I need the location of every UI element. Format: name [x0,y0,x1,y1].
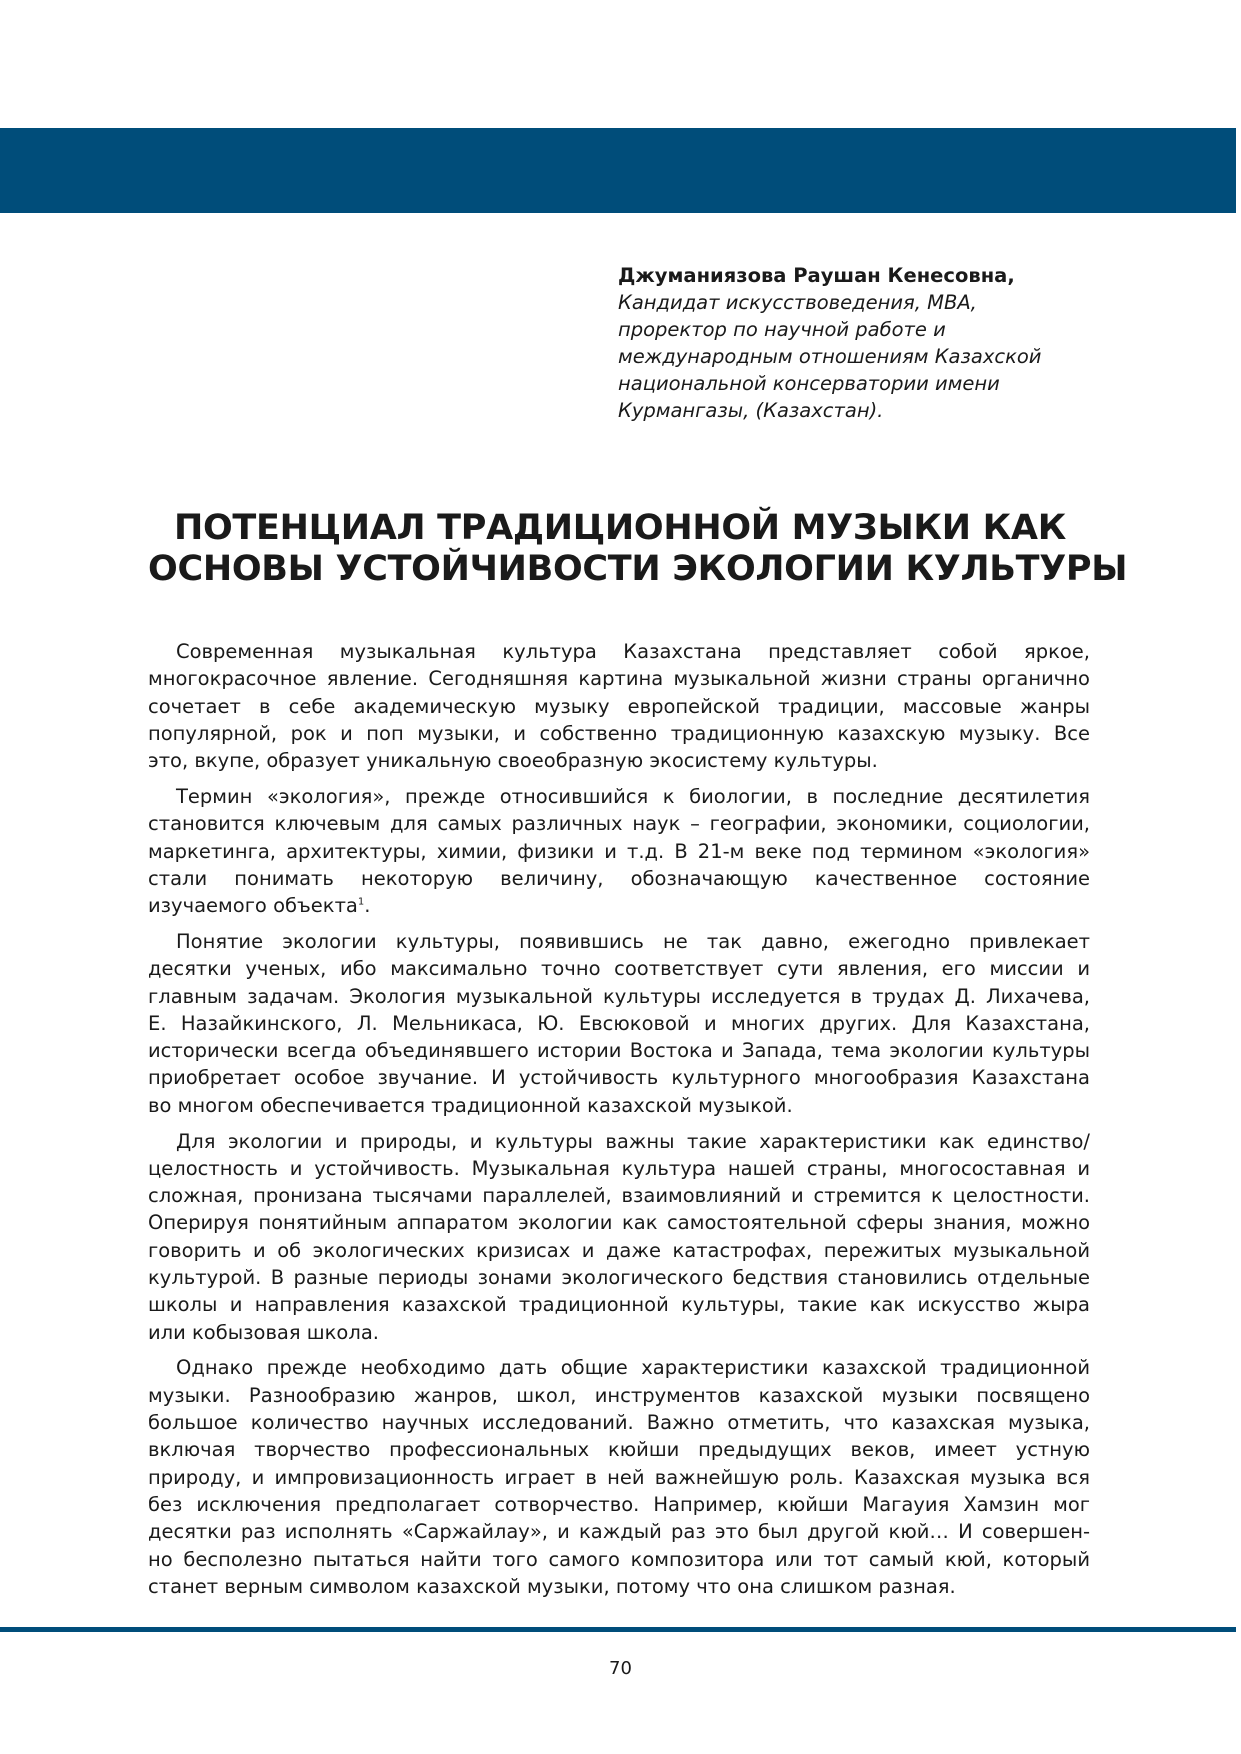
text-line: говорить и об экологических кризисах и даже катастрофах, пережитых музыкальной [148,1238,1090,1262]
article-title [148,508,1128,590]
text-line: включая творчество профессиональных кюйши предыдущих веков, имеет устную [148,1438,1090,1462]
affiliation-line: Кандидат искусствоведения, МВА, [618,291,977,314]
text-line: становится ключевым для самых различных наук – географии, экономики, социологии, [148,812,1090,836]
paragraph-5 [148,1354,1090,1600]
text-line: или кобызовая школа. [148,1320,379,1344]
article-body [148,638,1090,1609]
text-line: но бесполезно пытаться найти того самого композитора или тот самый кюй, который [148,1547,1090,1571]
text-line: Термин «экология», прежде относившийся к биологии, в последние десятилетия [176,784,1090,808]
text-line: школы и направления казахской традиционной культуры, такие как искусство жыра [148,1293,1090,1317]
text-line: приобретает особое звучание. И устойчивость культурного многообразия Казахстана [148,1066,1090,1090]
affiliation-line: национальной консерватории имени [618,372,1000,395]
text-line: во многом обеспечивается традиционной казахской музыкой. [148,1093,793,1117]
affiliation-line: проректор по научной работе и [618,318,946,341]
text-line: сочетает в себе академическую музыку европейской традиции, массовые жанры [148,694,1090,718]
text-line: природу, и импровизационность играет в ней важнейшую роль. Казахская музыка вся [148,1465,1090,1489]
text-line: стали понимать некоторую величину, обозначающую качественное состояние [148,866,1090,890]
text-line: главным задачам. Экология музыкальной культуры исследуется в трудах Д. Лихачева, [148,984,1090,1008]
text-line [148,892,1090,919]
text-line: маркетинга, архитектуры, химии, физики и т.д. В 21-м веке под термином «экология» [148,839,1090,863]
text-line: сложная, пронизана тысячами параллелей, взаимовлияний и стремится к целостности. [148,1184,1090,1208]
footnote-marker[interactable]: 1 [357,896,365,908]
text-line: Однако прежде необходимо дать общие характеристики казахской традиционной [176,1356,1090,1380]
paragraph-2 [148,783,1090,919]
text-line: Современная музыкальная культура Казахстана представляет собой яркое, [176,640,1090,663]
title-line: ПОТЕНЦИАЛ ТРАДИЦИОННОЙ МУЗЫКИ КАК [173,508,1067,548]
page-number: 70 [609,1658,632,1679]
text-line: десятки ученых, ибо максимально точно соответствует сути явления, его миссии и [148,957,1090,981]
text-line: Для экологии и природы, и культуры важны такие характеристики как единство/ [176,1129,1090,1153]
text-line-content: изучаемого объекта [148,894,358,918]
text-line: популярной, рок и поп музыки, и собственно традиционную казахскую музыку. Все [148,721,1090,745]
text-line: десятки раз исполнять «Саржайлау», и каждый раз это был другой кюй… И совершен- [148,1520,1090,1544]
affiliation-line: Курмангазы, (Казахстан). [618,399,884,422]
title-line: ОСНОВЫ УСТОЙЧИВОСТИ ЭКОЛОГИИ КУЛЬТУРЫ [148,549,1128,589]
paragraph-4 [148,1128,1090,1346]
text-line: целостность и устойчивость. Музыкальная культура нашей страны, многосоставная и [148,1156,1090,1180]
footnote-tail: . [364,894,371,918]
text-line: Понятие экологии культуры, появившись не так давно, ежегодно привлекает [176,929,1090,953]
text-line: без исключения предполагает сотворчество. Например, кюйши Магауия Хамзин мог [148,1492,1090,1516]
text-line: многокрасочное явление. Сегодняшняя картина музыкальной жизни страны органично [148,667,1090,691]
text-line: это, вкупе, образует уникальную своеобразную экосистему культуры. [148,749,878,773]
author-block [618,262,1178,424]
text-line: исторически всегда объединявшего истории Востока и Запада, тема экологии культуры [148,1039,1090,1063]
text-line: станет верным символом казахской музыки, потому что она слишком разная. [148,1574,956,1598]
header-band [0,128,1236,213]
paragraph-3 [148,928,1090,1119]
text-line: большое количество научных исследований. Важно отметить, что казахская музыка, [148,1411,1090,1435]
affiliation-line: международным отношениям Казахской [618,345,1042,368]
text-line: Оперируя понятийным аппаратом экологии как самостоятельной сферы знания, можно [148,1211,1090,1235]
text-line: культурой. В разные периоды зонами экологического бедствия становились отдельные [148,1266,1090,1290]
author-affiliation [618,289,1178,424]
text-line: музыки. Разнообразию жанров, школ, инструментов казахской музыки посвящено [148,1383,1090,1407]
text-line: Е. Назайкинского, Л. Мельникаса, Ю. Евсюковой и многих других. Для Казахстана, [148,1011,1090,1035]
author-name: Джуманиязова Раушан Кенесовна, [618,264,1015,287]
footer-rule [0,1627,1236,1632]
paragraph-1 [148,638,1090,774]
